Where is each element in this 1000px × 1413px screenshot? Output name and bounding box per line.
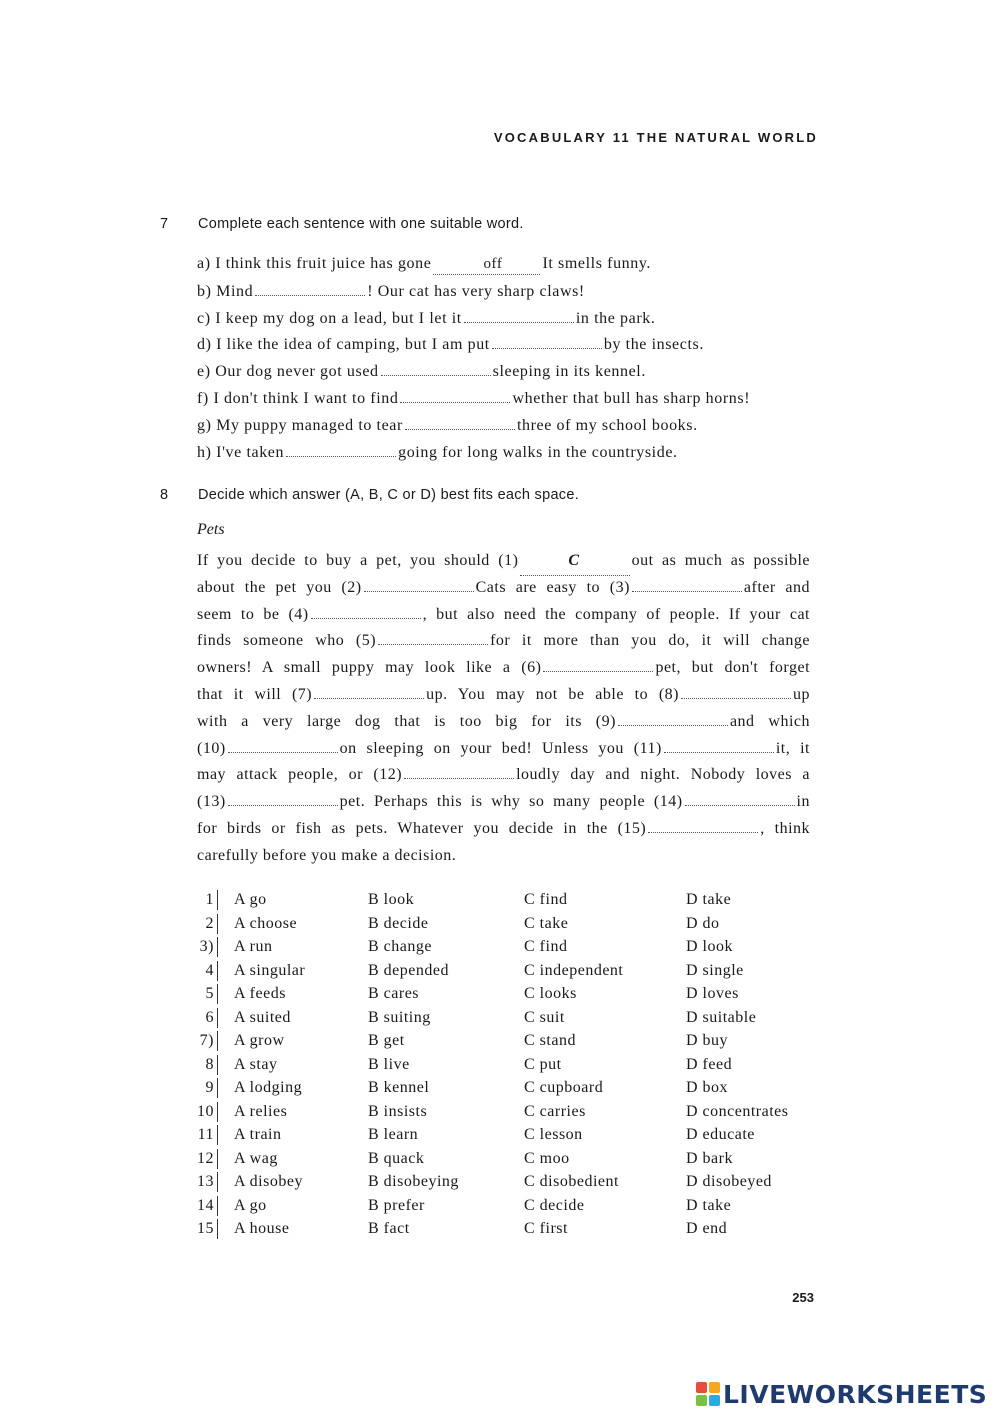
sentence <box>197 254 837 281</box>
divider <box>217 914 218 934</box>
passage-line <box>197 762 810 789</box>
exercise-instruction: Decide which answer (A, B, C or D) best fits each space. <box>198 487 580 503</box>
passage-text-run: out as much as possible <box>631 552 811 569</box>
answer-blank[interactable] <box>664 738 774 753</box>
option-b[interactable]: B live <box>368 1055 410 1073</box>
sentence <box>197 281 837 308</box>
answer-blank[interactable] <box>364 577 474 592</box>
option-d[interactable]: D loves <box>686 985 739 1002</box>
option-b[interactable]: B learn <box>368 1126 419 1143</box>
option-b[interactable]: B kennel <box>368 1079 430 1096</box>
sentence-text: whether that bull has sharp horns! <box>512 389 751 407</box>
passage-line <box>197 602 810 629</box>
option-row <box>196 1147 836 1171</box>
answer-blank[interactable] <box>378 630 488 645</box>
sentence-label: h) <box>197 443 217 461</box>
answer-blank[interactable] <box>255 281 365 296</box>
divider <box>217 1219 218 1239</box>
question-number: 9 <box>205 1079 214 1096</box>
passage-line <box>197 816 810 843</box>
option-d[interactable]: D suitable <box>686 1008 757 1026</box>
passage-text-run: pet. Perhaps this is why so many people (14) <box>339 793 683 811</box>
option-d[interactable]: D disobeyed <box>686 1173 772 1190</box>
exercise-instruction: Complete each sentence with one suitable word. <box>198 216 524 232</box>
option-a[interactable]: A stay <box>234 1055 278 1073</box>
answer-blank[interactable]: off <box>433 254 540 275</box>
option-b[interactable]: B decide <box>368 914 429 932</box>
answer-blank[interactable] <box>314 684 424 699</box>
liveworksheets-logo <box>696 1378 987 1410</box>
option-row <box>196 1006 836 1030</box>
option-a[interactable]: A grow <box>234 1032 285 1049</box>
answer-blank[interactable] <box>381 361 491 376</box>
option-a[interactable]: A go <box>234 891 267 908</box>
divider <box>217 1172 218 1192</box>
option-a[interactable]: A disobey <box>234 1173 303 1190</box>
option-c[interactable]: C lesson <box>524 1126 583 1143</box>
passage-text-run: for birds or fish as pets. Whatever you decide in the (15) <box>197 819 647 837</box>
option-a[interactable]: A wag <box>234 1149 278 1167</box>
option-c[interactable]: C find <box>524 938 568 955</box>
sentence <box>197 308 837 335</box>
divider <box>217 1078 218 1098</box>
sentence-text: going for long walks in the countryside. <box>398 443 678 461</box>
logo-text: LIVEWORKSHEETS <box>723 1379 988 1409</box>
passage-text-run: up <box>793 685 810 703</box>
option-b[interactable]: B depended <box>368 961 449 979</box>
sentence-text: It smells funny. <box>542 255 652 272</box>
page-number: 253 <box>792 1290 814 1305</box>
option-d[interactable]: D take <box>686 1196 732 1214</box>
divider <box>217 1008 218 1028</box>
option-row <box>196 1194 836 1218</box>
option-b[interactable]: B disobeying <box>368 1173 459 1190</box>
passage-line <box>197 655 810 682</box>
passage-line <box>197 789 810 816</box>
question-number: 13 <box>197 1173 214 1190</box>
passage-text-run: about the pet you (2) <box>197 578 362 596</box>
option-a[interactable]: A singular <box>234 961 306 979</box>
sentence-text: I don't think I want to find <box>213 389 399 407</box>
option-row <box>196 1123 836 1147</box>
option-c[interactable]: C put <box>524 1055 562 1073</box>
option-b[interactable]: B cares <box>368 985 420 1002</box>
passage-text-run: may attack people, or (12) <box>197 766 403 784</box>
divider <box>217 1055 218 1075</box>
exercise-number: 8 <box>160 487 169 503</box>
passage-text-run: loudly day and night. Nobody loves a <box>516 766 810 784</box>
sentence-text: I think this fruit juice has gone <box>215 255 432 272</box>
divider <box>217 1102 218 1122</box>
sentence <box>197 442 837 469</box>
answer-blank[interactable]: C <box>520 548 629 576</box>
option-a[interactable]: A choose <box>234 914 298 932</box>
answer-blank[interactable] <box>685 791 795 806</box>
passage-text <box>197 548 810 870</box>
option-c[interactable]: C independent <box>524 961 624 979</box>
passage-text-run: (10) <box>197 739 226 757</box>
passage-text-run: carefully before you make a decision. <box>197 846 457 864</box>
option-a[interactable]: A train <box>234 1126 282 1143</box>
option-d[interactable]: D look <box>686 938 733 955</box>
option-d[interactable]: D educate <box>686 1126 755 1143</box>
question-number: 8 <box>205 1055 214 1073</box>
option-row <box>196 935 836 959</box>
option-c[interactable]: C decide <box>524 1196 585 1214</box>
divider <box>217 937 218 957</box>
answer-blank[interactable] <box>405 415 515 430</box>
option-row <box>196 1217 836 1241</box>
passage-text-run: , but also need the company of people. If your cat <box>422 605 810 623</box>
question-number: 1 <box>205 891 214 908</box>
question-number: 4 <box>205 961 214 979</box>
sentence <box>197 415 837 442</box>
passage-text-run: Cats are easy to (3) <box>475 578 630 596</box>
running-head: VOCABULARY 11 THE NATURAL WORLD <box>493 130 818 145</box>
passage-text-run: seem to be (4) <box>197 605 309 623</box>
question-number: 11 <box>197 1126 214 1143</box>
question-number: 5 <box>205 985 214 1002</box>
option-c[interactable]: C first <box>524 1220 568 1237</box>
sentence-text: sleeping in its kennel. <box>492 363 646 381</box>
option-a[interactable]: A go <box>234 1196 267 1214</box>
sentence-label: c) <box>197 309 216 327</box>
divider <box>217 890 218 910</box>
option-d[interactable]: D concentrates <box>686 1102 789 1120</box>
option-row <box>196 1029 836 1053</box>
option-b[interactable]: B insists <box>368 1102 428 1120</box>
question-number: 15 <box>197 1220 214 1237</box>
passage-title: Pets <box>197 521 225 538</box>
answer-blank[interactable] <box>492 334 602 349</box>
option-row <box>196 1170 836 1194</box>
option-d[interactable]: D end <box>686 1220 728 1237</box>
sentence-label: b) <box>197 282 217 300</box>
answer-blank[interactable] <box>543 657 653 672</box>
option-c[interactable]: C cupboard <box>524 1079 604 1096</box>
option-c[interactable]: C find <box>524 891 568 908</box>
answer-blank[interactable] <box>228 738 338 753</box>
option-row <box>196 912 836 936</box>
question-number: 2 <box>205 914 214 932</box>
passage-text-run: finds someone who (5) <box>197 632 377 650</box>
passage-text-run: up. You may not be able to (8) <box>426 685 679 703</box>
option-row <box>196 1053 836 1077</box>
answer-blank[interactable] <box>632 577 742 592</box>
answer-blank[interactable] <box>400 388 510 403</box>
option-b[interactable]: B fact <box>368 1220 410 1237</box>
sentence-text: I like the idea of camping, but I am put <box>216 336 490 354</box>
sentence-text: Our dog never got used <box>215 363 379 381</box>
divider <box>217 1196 218 1216</box>
divider <box>217 984 218 1004</box>
option-b[interactable]: B change <box>368 938 432 955</box>
sentence <box>197 361 837 388</box>
option-b[interactable]: B look <box>368 891 415 908</box>
option-b[interactable]: B get <box>368 1032 405 1049</box>
option-a[interactable]: A run <box>234 938 273 955</box>
passage-text-run: and which <box>729 712 811 730</box>
passage-text-run: it, it <box>775 739 810 757</box>
question-number: 7) <box>199 1032 214 1049</box>
sentence-text: by the insects. <box>603 336 704 354</box>
sentence <box>197 334 837 361</box>
exercise-8-heading <box>160 487 579 503</box>
answer-blank[interactable] <box>681 684 791 699</box>
passage-text-run: , think <box>760 819 811 837</box>
sentence-label: e) <box>197 363 216 381</box>
option-d[interactable]: D bark <box>686 1149 733 1167</box>
divider <box>217 961 218 981</box>
option-row <box>196 1076 836 1100</box>
exercise-7-sentences <box>197 254 837 468</box>
passage-line <box>197 628 810 655</box>
option-c[interactable]: C disobedient <box>524 1173 619 1190</box>
sentence-text: in the park. <box>575 309 656 327</box>
passage-line <box>197 709 810 736</box>
option-d[interactable]: D do <box>686 914 720 932</box>
passage-text-run: for it more than you do, it will change <box>490 632 810 650</box>
divider <box>217 1149 218 1169</box>
sentence-text: three of my school books. <box>516 416 698 434</box>
exercise-7-heading <box>160 216 524 232</box>
question-number: 10 <box>197 1102 214 1120</box>
passage-text-run: owners! A small puppy may look like a (6) <box>197 659 542 677</box>
question-number: 3) <box>199 938 214 955</box>
sentence-label: f) <box>197 389 214 407</box>
option-row <box>196 888 836 912</box>
option-a[interactable]: A relies <box>234 1102 288 1120</box>
option-c[interactable]: C suit <box>524 1008 565 1026</box>
passage-text-run: (13) <box>197 793 226 811</box>
question-number: 12 <box>197 1149 214 1167</box>
option-d[interactable]: D buy <box>686 1032 729 1049</box>
passage-text-run: on sleeping on your bed! Unless you (11) <box>339 739 662 757</box>
question-number: 14 <box>197 1196 214 1214</box>
passage-text-run: that it will (7) <box>197 685 313 703</box>
sentence-text: Mind <box>216 282 254 300</box>
divider <box>217 1031 218 1051</box>
answer-options-table <box>196 888 836 1241</box>
answer-blank[interactable] <box>648 818 758 833</box>
logo-mark-icon <box>696 1382 720 1406</box>
sentence-label: a) <box>197 255 216 272</box>
passage-text-run: in <box>796 793 810 811</box>
answer-blank[interactable] <box>618 711 728 726</box>
passage-text-run: with a very large dog that is too big for its (9) <box>197 712 616 730</box>
option-c[interactable]: C take <box>524 914 569 932</box>
option-c[interactable]: C looks <box>524 985 577 1002</box>
passage-line <box>197 575 810 602</box>
option-d[interactable]: D feed <box>686 1055 733 1073</box>
option-row <box>196 1100 836 1124</box>
option-c[interactable]: C moo <box>524 1149 570 1167</box>
option-row <box>196 982 836 1006</box>
passage-line <box>197 736 810 763</box>
passage-text-run: after and <box>743 578 811 596</box>
answer-blank[interactable] <box>404 764 514 779</box>
passage-line <box>197 548 810 575</box>
option-d[interactable]: D take <box>686 891 732 908</box>
sentence <box>197 388 837 415</box>
passage-line <box>197 843 810 870</box>
passage-text-run: pet, but don't forget <box>655 659 811 677</box>
option-c[interactable]: C stand <box>524 1032 576 1049</box>
answer-blank[interactable] <box>464 308 574 323</box>
option-d[interactable]: D single <box>686 961 744 979</box>
option-d[interactable]: D box <box>686 1079 729 1096</box>
answer-blank[interactable] <box>286 442 396 457</box>
option-a[interactable]: A house <box>234 1220 290 1237</box>
option-a[interactable]: A lodging <box>234 1079 303 1096</box>
option-row <box>196 959 836 983</box>
sentence-text: My puppy managed to tear <box>216 416 403 434</box>
sentence-text: I've taken <box>216 443 285 461</box>
option-b[interactable]: B prefer <box>368 1196 425 1214</box>
option-b[interactable]: B quack <box>368 1149 425 1167</box>
exercise-number: 7 <box>160 216 169 232</box>
sentence-label: d) <box>197 336 217 354</box>
divider <box>217 1125 218 1145</box>
sentence-text: I keep my dog on a lead, but I let it <box>215 309 462 327</box>
passage-text-run: If you decide to buy a pet, you should (1) <box>197 552 519 569</box>
passage-line <box>197 682 810 709</box>
question-number: 6 <box>205 1008 214 1026</box>
option-b[interactable]: B suiting <box>368 1008 431 1026</box>
sentence-text: ! Our cat has very sharp claws! <box>367 282 585 300</box>
option-a[interactable]: A suited <box>234 1008 291 1026</box>
option-c[interactable]: C carries <box>524 1102 586 1120</box>
sentence-label: g) <box>197 416 217 434</box>
answer-blank[interactable] <box>311 604 421 619</box>
answer-blank[interactable] <box>228 791 338 806</box>
option-a[interactable]: A feeds <box>234 985 286 1002</box>
